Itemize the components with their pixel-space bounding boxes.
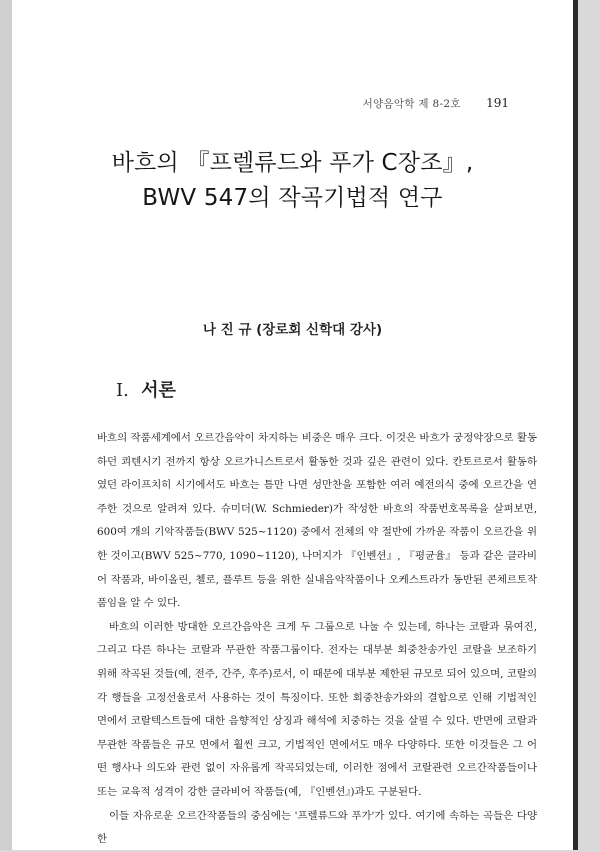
body-text bbox=[97, 427, 537, 852]
document-page bbox=[12, 0, 578, 850]
title-line-2: BWV 547의 작곡기법적 연구 bbox=[142, 185, 443, 211]
section-title: 서론 bbox=[141, 380, 176, 401]
paper-title bbox=[12, 146, 573, 216]
page-number: 191 bbox=[486, 96, 509, 110]
page-gutter bbox=[0, 0, 12, 850]
section-heading bbox=[116, 376, 176, 402]
author-line: 나 진 규 (장로회 신학대 강사) bbox=[202, 322, 383, 338]
journal-name: 서양음악학 제 8-2호 bbox=[362, 98, 461, 110]
paragraph: 바흐의 이러한 방대한 오르간음악은 크게 두 그룹으로 나눌 수 있는데, 하나는 코랄과 묶여진, 그리고 다른 하나는 코랄과 무관한 작품그룹이다. 전자는 대부분 회중찬송가인 코랄을 보조하기 위해 작곡된 것들(예, 전주, 간주, 후주)로서, 이 때문에 대부분 제한된 규모로 되어 있으며, 코랄의 각 행들을 고정선율로서 사용하는 것이 특징이다. 또한 회중찬송가와의 결합으로 인해 기법적인 면에서 코랄텍스트들에 대한 음향적인 상징과 해석에 치중하는 것을 살필 수 있다. 반면에 코랄과 무관한 작품들은 규모 면에서 훨씬 크고, 기법적인 면에서도 매우 다양하다. 또한 이것들은 그 어떤 행사나 의도와 관련 없이 자유롭게 작곡되었는데, 이러한 점에서 코랄관련 오르간작품들이나 또는 교육적 성격이 강한 클라비어 작품들(예, 『인벤션』)과도 구분된다. bbox=[97, 620, 537, 798]
paragraph: 바흐의 작품세계에서 오르간음악이 차지하는 비중은 매우 크다. 이것은 바흐가 궁정악장으로 활동하던 쾨텐시기 전까지 항상 오르가니스트로서 활동한 것과 깊은 관련이 있다. 칸토르로서 활동하였던 라이프치히 시기에서도 바흐는 틈만 나면 성만찬을 포함한 여러 예전의식 중에 오르간을 연주한 것으로 알려져 있다. 슈미더(W. Schmieder)가 작성한 바흐의 작품번호목록을 살펴보면, 600여 개의 기악작품들(BWV 525~1120) 중에서 전체의 약 절반에 가까운 작품이 오르간을 위한 것이고(BWV 525~770, 1090~1120), 나머지가 『인벤션』, 『평균율』 등과 같은 클라비어 작품과, 바이올린, 첼로, 플루트 등을 위한 실내음악작품이나 오케스트라가 동반된 콘체르토작품임을 알 수 있다. bbox=[97, 432, 537, 610]
section-number: I. bbox=[116, 380, 129, 401]
title-line-1: 바흐의 『프렐류드와 푸가 C장조』, bbox=[111, 150, 474, 176]
paragraph: 이들 자유로운 오르간작품들의 중심에는 '프렐류드와 푸가'가 있다. 여기에 속하는 곡들은 다양한 bbox=[97, 809, 537, 846]
running-header bbox=[363, 96, 509, 111]
